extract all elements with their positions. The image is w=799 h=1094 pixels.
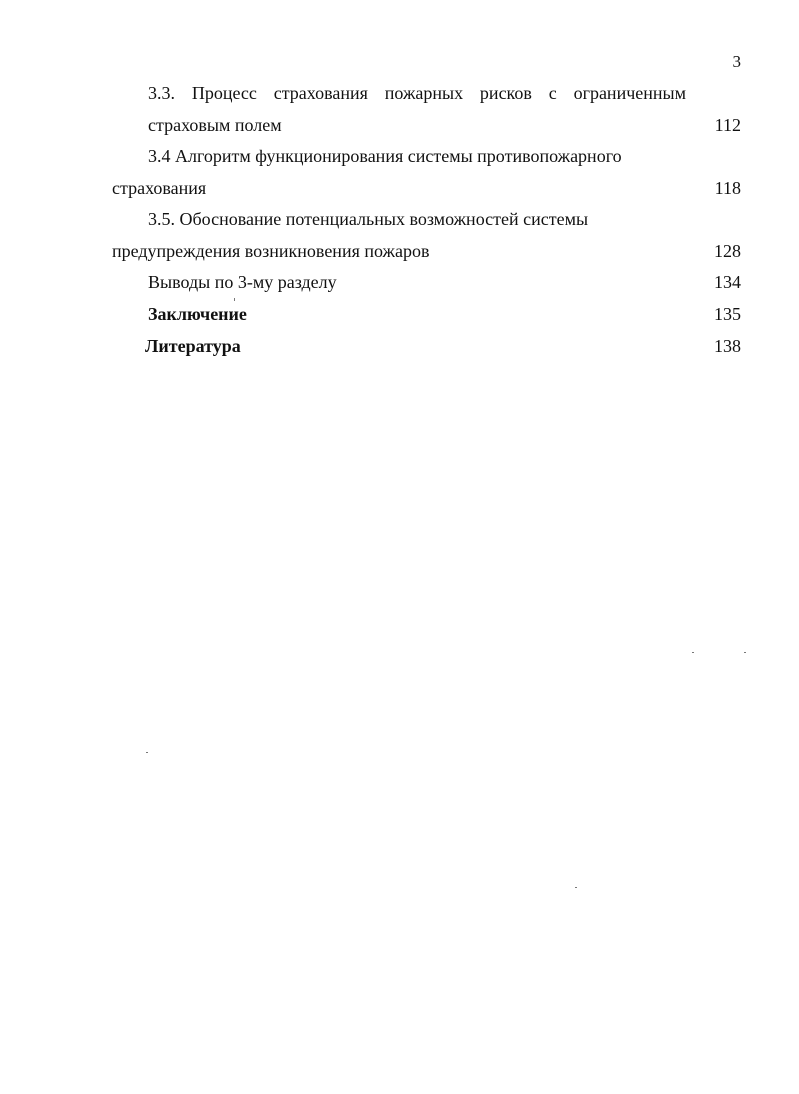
toc-entry-3-4-page: 118 — [714, 178, 741, 198]
scan-speck — [146, 752, 148, 753]
toc-entry-3-5-page: 128 — [714, 241, 741, 261]
scan-speck — [744, 652, 746, 653]
scan-speck — [692, 652, 694, 653]
toc-entry-3-3-line2: страховым полем — [148, 115, 282, 135]
toc-entry-summary-page: 135 — [714, 304, 741, 324]
toc-entry-3-5-line2: предупреждения возникновения пожаров — [112, 241, 430, 261]
toc-entry-3-4-line1: 3.4 Алгоритм функционирования системы противопожарного — [148, 146, 622, 166]
toc-entry-references-page: 138 — [714, 336, 741, 356]
toc-entry-summary: Заключение — [148, 304, 247, 324]
toc-entry-3-3-page: 112 — [714, 115, 741, 135]
toc-entry-3-4-line2: страхования — [112, 178, 207, 198]
toc-entry-conclusions-page: 134 — [714, 272, 741, 292]
scan-speck — [234, 298, 235, 301]
toc-entry-references: Литература — [145, 336, 241, 356]
toc-entry-3-3-line1: 3.3. Процесс страхования пожарных рисков с ограниченным — [148, 83, 686, 103]
scan-speck — [575, 887, 577, 888]
toc-entry-conclusions: Выводы по 3-му разделу — [148, 272, 337, 292]
toc-entry-3-5-line1: 3.5. Обоснование потенциальных возможностей системы — [148, 209, 589, 229]
page-number: 3 — [732, 52, 741, 71]
